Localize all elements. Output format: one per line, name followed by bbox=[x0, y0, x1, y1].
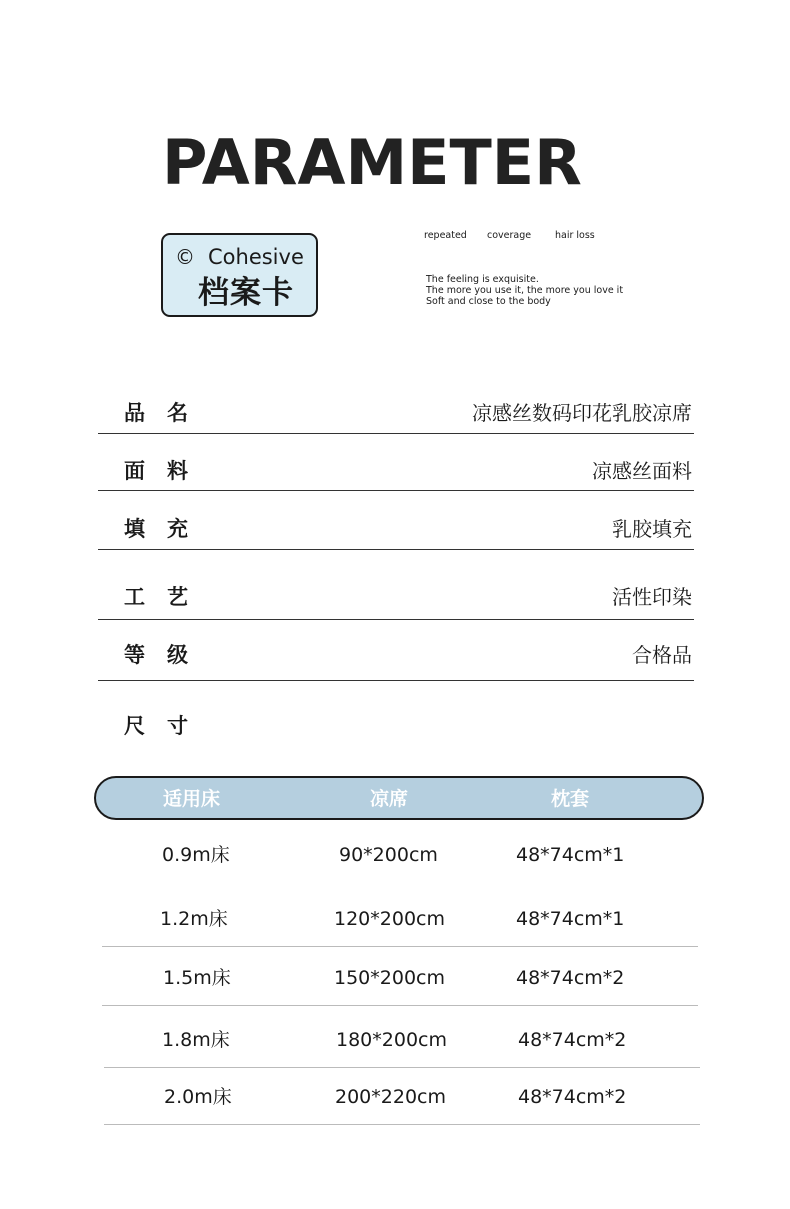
size-table-header bbox=[94, 776, 704, 820]
feature-note bbox=[426, 274, 623, 307]
param-value: 合格品 bbox=[632, 643, 692, 667]
note-line: The feeling is exquisite. bbox=[426, 274, 539, 285]
table-row bbox=[102, 824, 698, 882]
size-section-label: 尺寸 bbox=[124, 714, 210, 738]
param-row-name bbox=[98, 398, 694, 434]
tag-repeated: repeated bbox=[424, 230, 467, 241]
cell-bed: 1.5m床 bbox=[163, 967, 231, 989]
param-row-craft bbox=[98, 582, 694, 620]
cell-pillowcase: 48*74cm*1 bbox=[516, 908, 625, 930]
badge-card-label: 档案卡 bbox=[198, 275, 294, 311]
table-row bbox=[102, 947, 698, 1006]
note-line: The more you use it, the more you love it bbox=[426, 285, 624, 296]
cell-pillowcase: 48*74cm*2 bbox=[516, 967, 625, 989]
note-line: Soft and close to the body bbox=[426, 296, 551, 307]
cell-pillowcase: 48*74cm*1 bbox=[516, 844, 625, 866]
param-label: 品名 bbox=[124, 401, 210, 425]
param-value: 乳胶填充 bbox=[612, 517, 692, 541]
brand-badge bbox=[161, 233, 318, 317]
page-title: PARAMETER bbox=[162, 126, 582, 199]
param-row-fabric bbox=[98, 456, 694, 491]
param-row-grade bbox=[98, 640, 694, 681]
table-row bbox=[104, 1066, 700, 1125]
cell-bed: 2.0m床 bbox=[164, 1086, 232, 1108]
header-bed: 适用床 bbox=[163, 788, 221, 810]
cell-mat: 150*200cm bbox=[334, 967, 445, 989]
param-value: 凉感丝数码印花乳胶凉席 bbox=[472, 401, 692, 425]
param-label: 工艺 bbox=[124, 585, 210, 609]
cell-bed: 1.8m床 bbox=[162, 1029, 230, 1051]
brand-name: Cohesive bbox=[208, 245, 304, 269]
table-row bbox=[104, 1009, 700, 1068]
cell-pillowcase: 48*74cm*2 bbox=[518, 1029, 627, 1051]
table-row bbox=[102, 888, 698, 947]
param-label: 等级 bbox=[124, 643, 210, 667]
param-row-filling bbox=[98, 514, 694, 550]
cell-bed: 0.9m床 bbox=[162, 844, 230, 866]
cell-bed: 1.2m床 bbox=[160, 908, 228, 930]
param-label: 面料 bbox=[124, 459, 210, 483]
cell-mat: 120*200cm bbox=[334, 908, 445, 930]
param-value: 活性印染 bbox=[612, 585, 692, 609]
copyright-icon: © bbox=[175, 245, 195, 269]
cell-mat: 180*200cm bbox=[336, 1029, 447, 1051]
header-pillowcase: 枕套 bbox=[551, 788, 590, 810]
tag-hair-loss: hair loss bbox=[555, 230, 595, 241]
cell-mat: 90*200cm bbox=[339, 844, 438, 866]
cell-mat: 200*220cm bbox=[335, 1086, 446, 1108]
param-value: 凉感丝面料 bbox=[592, 459, 692, 483]
tag-coverage: coverage bbox=[487, 230, 532, 241]
param-label: 填充 bbox=[124, 517, 210, 541]
header-mat: 凉席 bbox=[370, 788, 409, 810]
cell-pillowcase: 48*74cm*2 bbox=[518, 1086, 627, 1108]
